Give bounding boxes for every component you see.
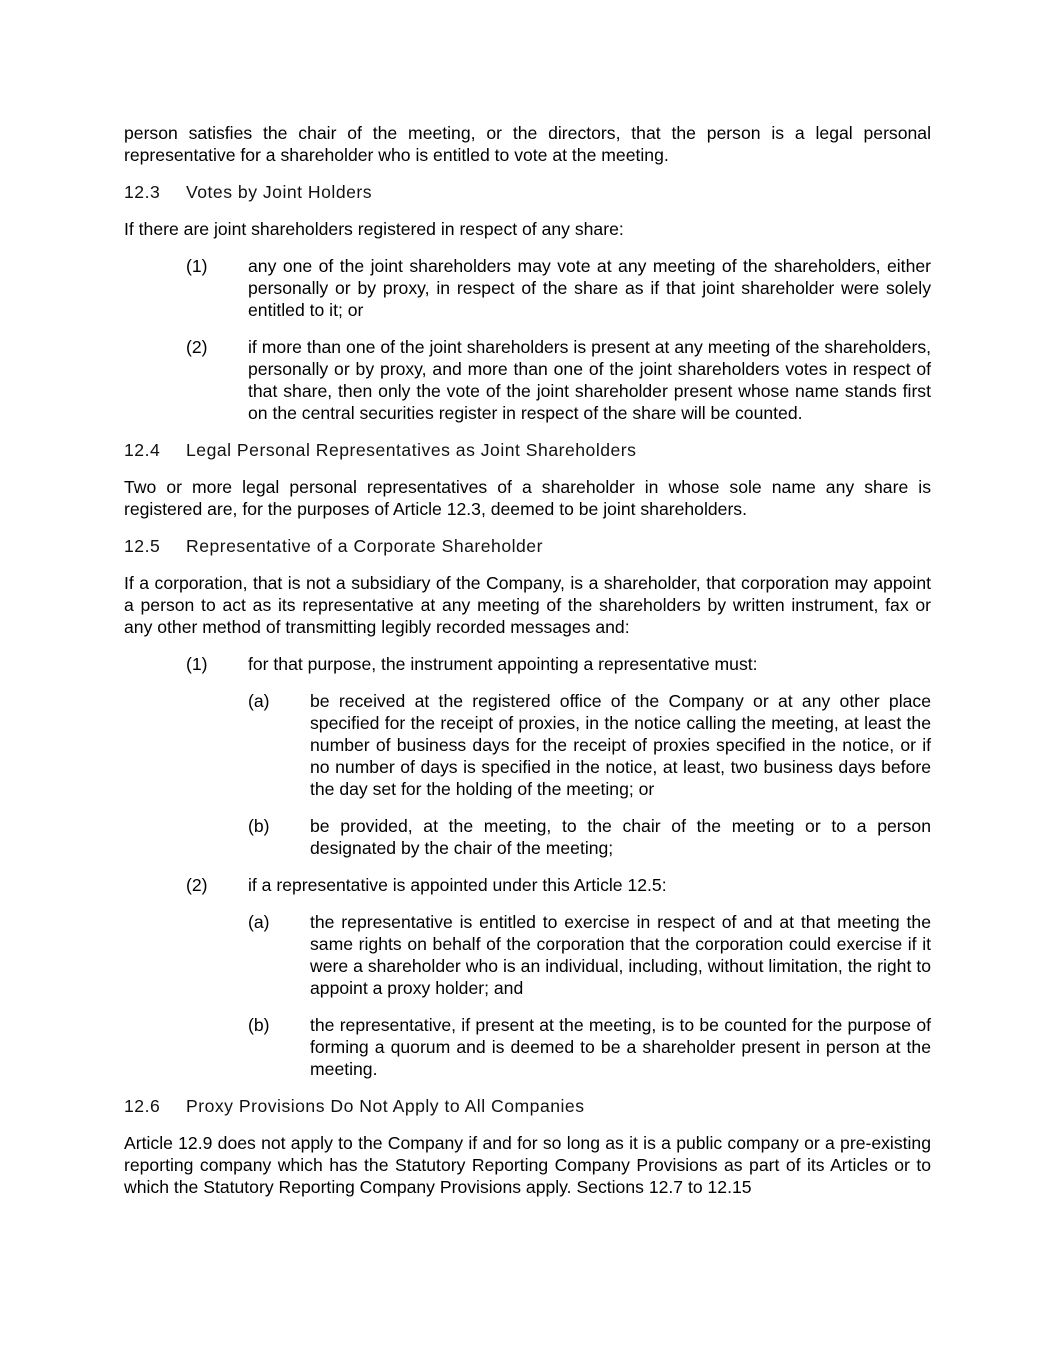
section-12-6-body: Article 12.9 does not apply to the Company if and for so long as it is a public company or a pre-existing reporting company which has the Statutory Reporting Company Provisions as part of its Articles or to which the Statutory Reporting Company Provisions apply. Sections 12.7 to 12.15 xyxy=(124,1133,931,1197)
item-label: (2) xyxy=(186,875,208,895)
item-text: be received at the registered office of the Company or at any other place specified for the receipt of proxies, in the notice calling the meeting, at least the number of business days for the receipt of proxies specified in the notice, or if no number of days is specified in the notice, at least, two business days before the day set for the holding of the meeting; or xyxy=(310,691,931,799)
list-item xyxy=(124,336,931,424)
item-text: the representative, if present at the meeting, is to be counted for the purpose of forming a quorum and is deemed to be a shareholder present in person at the meeting. xyxy=(310,1015,931,1079)
item-label: (a) xyxy=(248,691,270,711)
list-item xyxy=(124,653,931,675)
item-text: for that purpose, the instrument appointing a representative must: xyxy=(248,654,758,674)
section-number: 12.3 xyxy=(124,182,161,202)
section-heading-12-3 xyxy=(124,181,931,203)
document-page xyxy=(124,122,931,1213)
item-text: any one of the joint shareholders may vote at any meeting of the shareholders, either personally or by proxy, in respect of the share as if that joint shareholder were solely entitled to it; or xyxy=(248,256,931,320)
intro-paragraph: person satisfies the chair of the meeting, or the directors, that the person is a legal personal representative for a shareholder who is entitled to vote at the meeting. xyxy=(124,123,931,165)
section-number: 12.6 xyxy=(124,1096,161,1116)
section-heading-12-6 xyxy=(124,1095,931,1117)
section-12-3-lead: If there are joint shareholders registered in respect of any share: xyxy=(124,219,624,239)
sub-list-item xyxy=(124,815,931,859)
item-text: be provided, at the meeting, to the chair of the meeting or to a person designated by the chair of the meeting; xyxy=(310,816,931,858)
section-title: Votes by Joint Holders xyxy=(186,182,373,202)
item-label: (a) xyxy=(248,912,270,932)
item-label: (1) xyxy=(186,654,208,674)
sub-list-item xyxy=(124,1014,931,1080)
section-12-5-lead: If a corporation, that is not a subsidiary of the Company, is a shareholder, that corporation may appoint a person to act as its representative at any meeting of the shareholders by written instrument, fax or any other method of transmitting legibly recorded messages and: xyxy=(124,573,931,637)
sub-list-item xyxy=(124,911,931,999)
section-title: Legal Personal Representatives as Joint Shareholders xyxy=(186,440,637,460)
sub-list-item xyxy=(124,690,931,800)
section-heading-12-4 xyxy=(124,439,931,461)
item-text: if a representative is appointed under this Article 12.5: xyxy=(248,875,667,895)
section-title: Representative of a Corporate Shareholder xyxy=(186,536,543,556)
section-12-4-body: Two or more legal personal representatives of a shareholder in whose sole name any share is registered are, for the purposes of Article 12.3, deemed to be joint shareholders. xyxy=(124,477,931,519)
item-text: the representative is entitled to exercise in respect of and at that meeting the same rights on behalf of the corporation that the corporation could exercise if it were a shareholder who is an individual, including, without limitation, the right to appoint a proxy holder; and xyxy=(310,912,931,998)
section-title: Proxy Provisions Do Not Apply to All Companies xyxy=(186,1096,585,1116)
section-heading-12-5 xyxy=(124,535,931,557)
item-label: (2) xyxy=(186,337,208,357)
list-item xyxy=(124,255,931,321)
item-label: (b) xyxy=(248,1015,270,1035)
list-item xyxy=(124,874,931,896)
section-number: 12.4 xyxy=(124,440,161,460)
item-label: (1) xyxy=(186,256,208,276)
section-number: 12.5 xyxy=(124,536,161,556)
item-text: if more than one of the joint shareholders is present at any meeting of the shareholders, personally or by proxy, and more than one of the joint shareholders votes in respect of that share, then only the vote of the joint shareholder present whose name stands first on the central securities register in respect of the share will be counted. xyxy=(248,337,931,423)
item-label: (b) xyxy=(248,816,270,836)
